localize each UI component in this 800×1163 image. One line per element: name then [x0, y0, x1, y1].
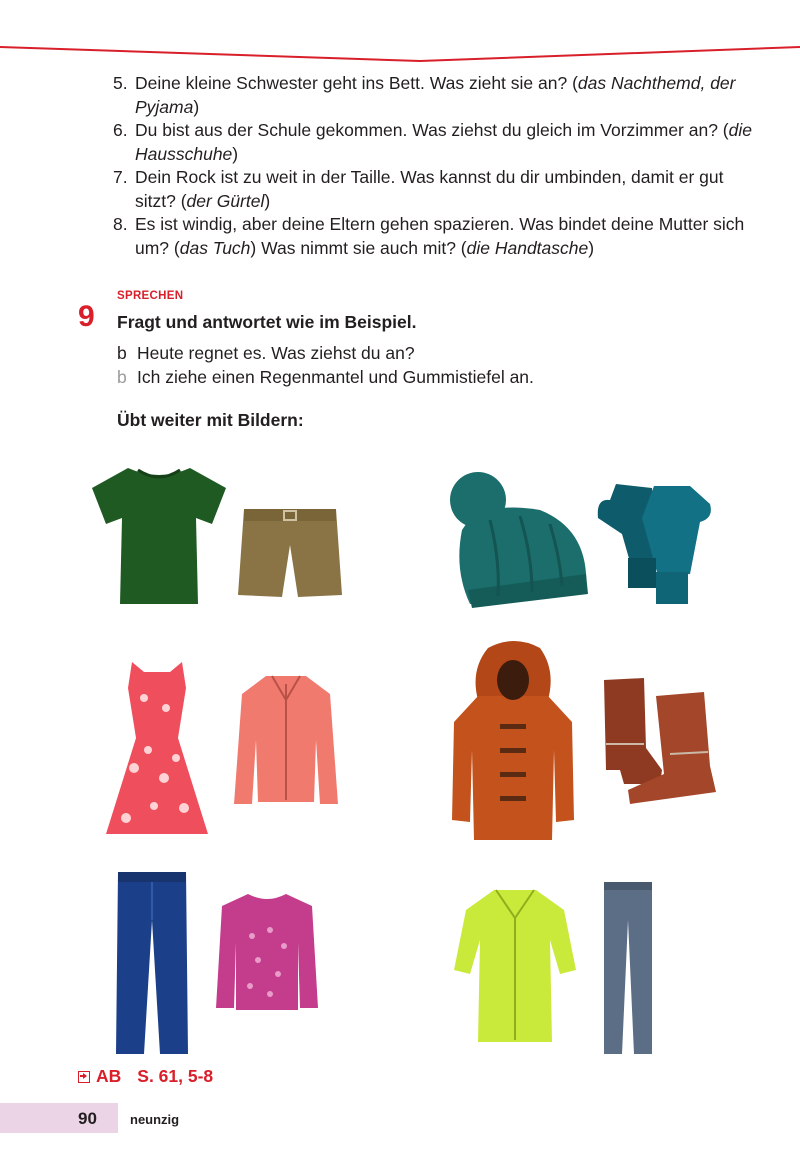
- dress-image: [104, 658, 210, 838]
- dialogue-line: b Heute regnet es. Was ziehst du an?: [117, 343, 415, 363]
- shorts-image: [234, 505, 346, 601]
- t-shirt-image: [88, 462, 230, 607]
- task-item: 7. Dein Rock ist zu weit in der Taille. Was kannst du dir umbinden, damit er gut sitzt? (der Gürtel): [113, 167, 724, 211]
- gloves-image: [592, 478, 716, 606]
- trousers-image: [602, 880, 654, 1056]
- duffle-coat-image: [448, 640, 578, 844]
- page-word: neunzig: [130, 1112, 180, 1127]
- section-tag: SPRECHEN: [117, 290, 184, 302]
- leather-jacket-image: [232, 670, 340, 810]
- workbook-reference[interactable]: [78, 1066, 213, 1087]
- speaker-marker: b: [117, 343, 127, 363]
- task-item: 6. Du bist aus der Schule gekommen. Was ziehst du gleich im Vorzimmer an? (die Hausschuhe): [113, 120, 752, 164]
- speaker-marker: b: [117, 367, 127, 387]
- footer-band: [0, 1103, 118, 1133]
- reference-pages: S. 61, 5-8: [137, 1066, 214, 1086]
- subheading: Übt weiter mit Bildern:: [117, 410, 304, 430]
- exercise-number: 9: [78, 300, 95, 333]
- header-rule: [0, 0, 800, 70]
- task-item: 5. Deine kleine Schwester geht ins Bett. Was zieht sie an? (das Nachthemd, der Pyjama): [113, 73, 736, 117]
- knit-hat-image: [440, 470, 592, 612]
- sweater-image: [214, 890, 320, 1014]
- task-list: [113, 72, 753, 260]
- page-number: 90: [78, 1109, 97, 1128]
- blouse-image: [452, 886, 578, 1046]
- reference-label: AB: [96, 1066, 122, 1086]
- boots-image: [600, 674, 718, 806]
- arrow-icon: [78, 1071, 90, 1083]
- exercise-heading: Fragt und antwortet wie im Beispiel.: [117, 312, 417, 332]
- jeans-image: [114, 870, 190, 1056]
- task-item: 8. Es ist windig, aber deine Eltern gehen spazieren. Was bindet deine Mutter sich um? (das Tuch) Was nimmt sie auch mit? (die Handtasche): [113, 214, 745, 258]
- dialogue-line: b Ich ziehe einen Regenmantel und Gummistiefel an.: [117, 367, 534, 387]
